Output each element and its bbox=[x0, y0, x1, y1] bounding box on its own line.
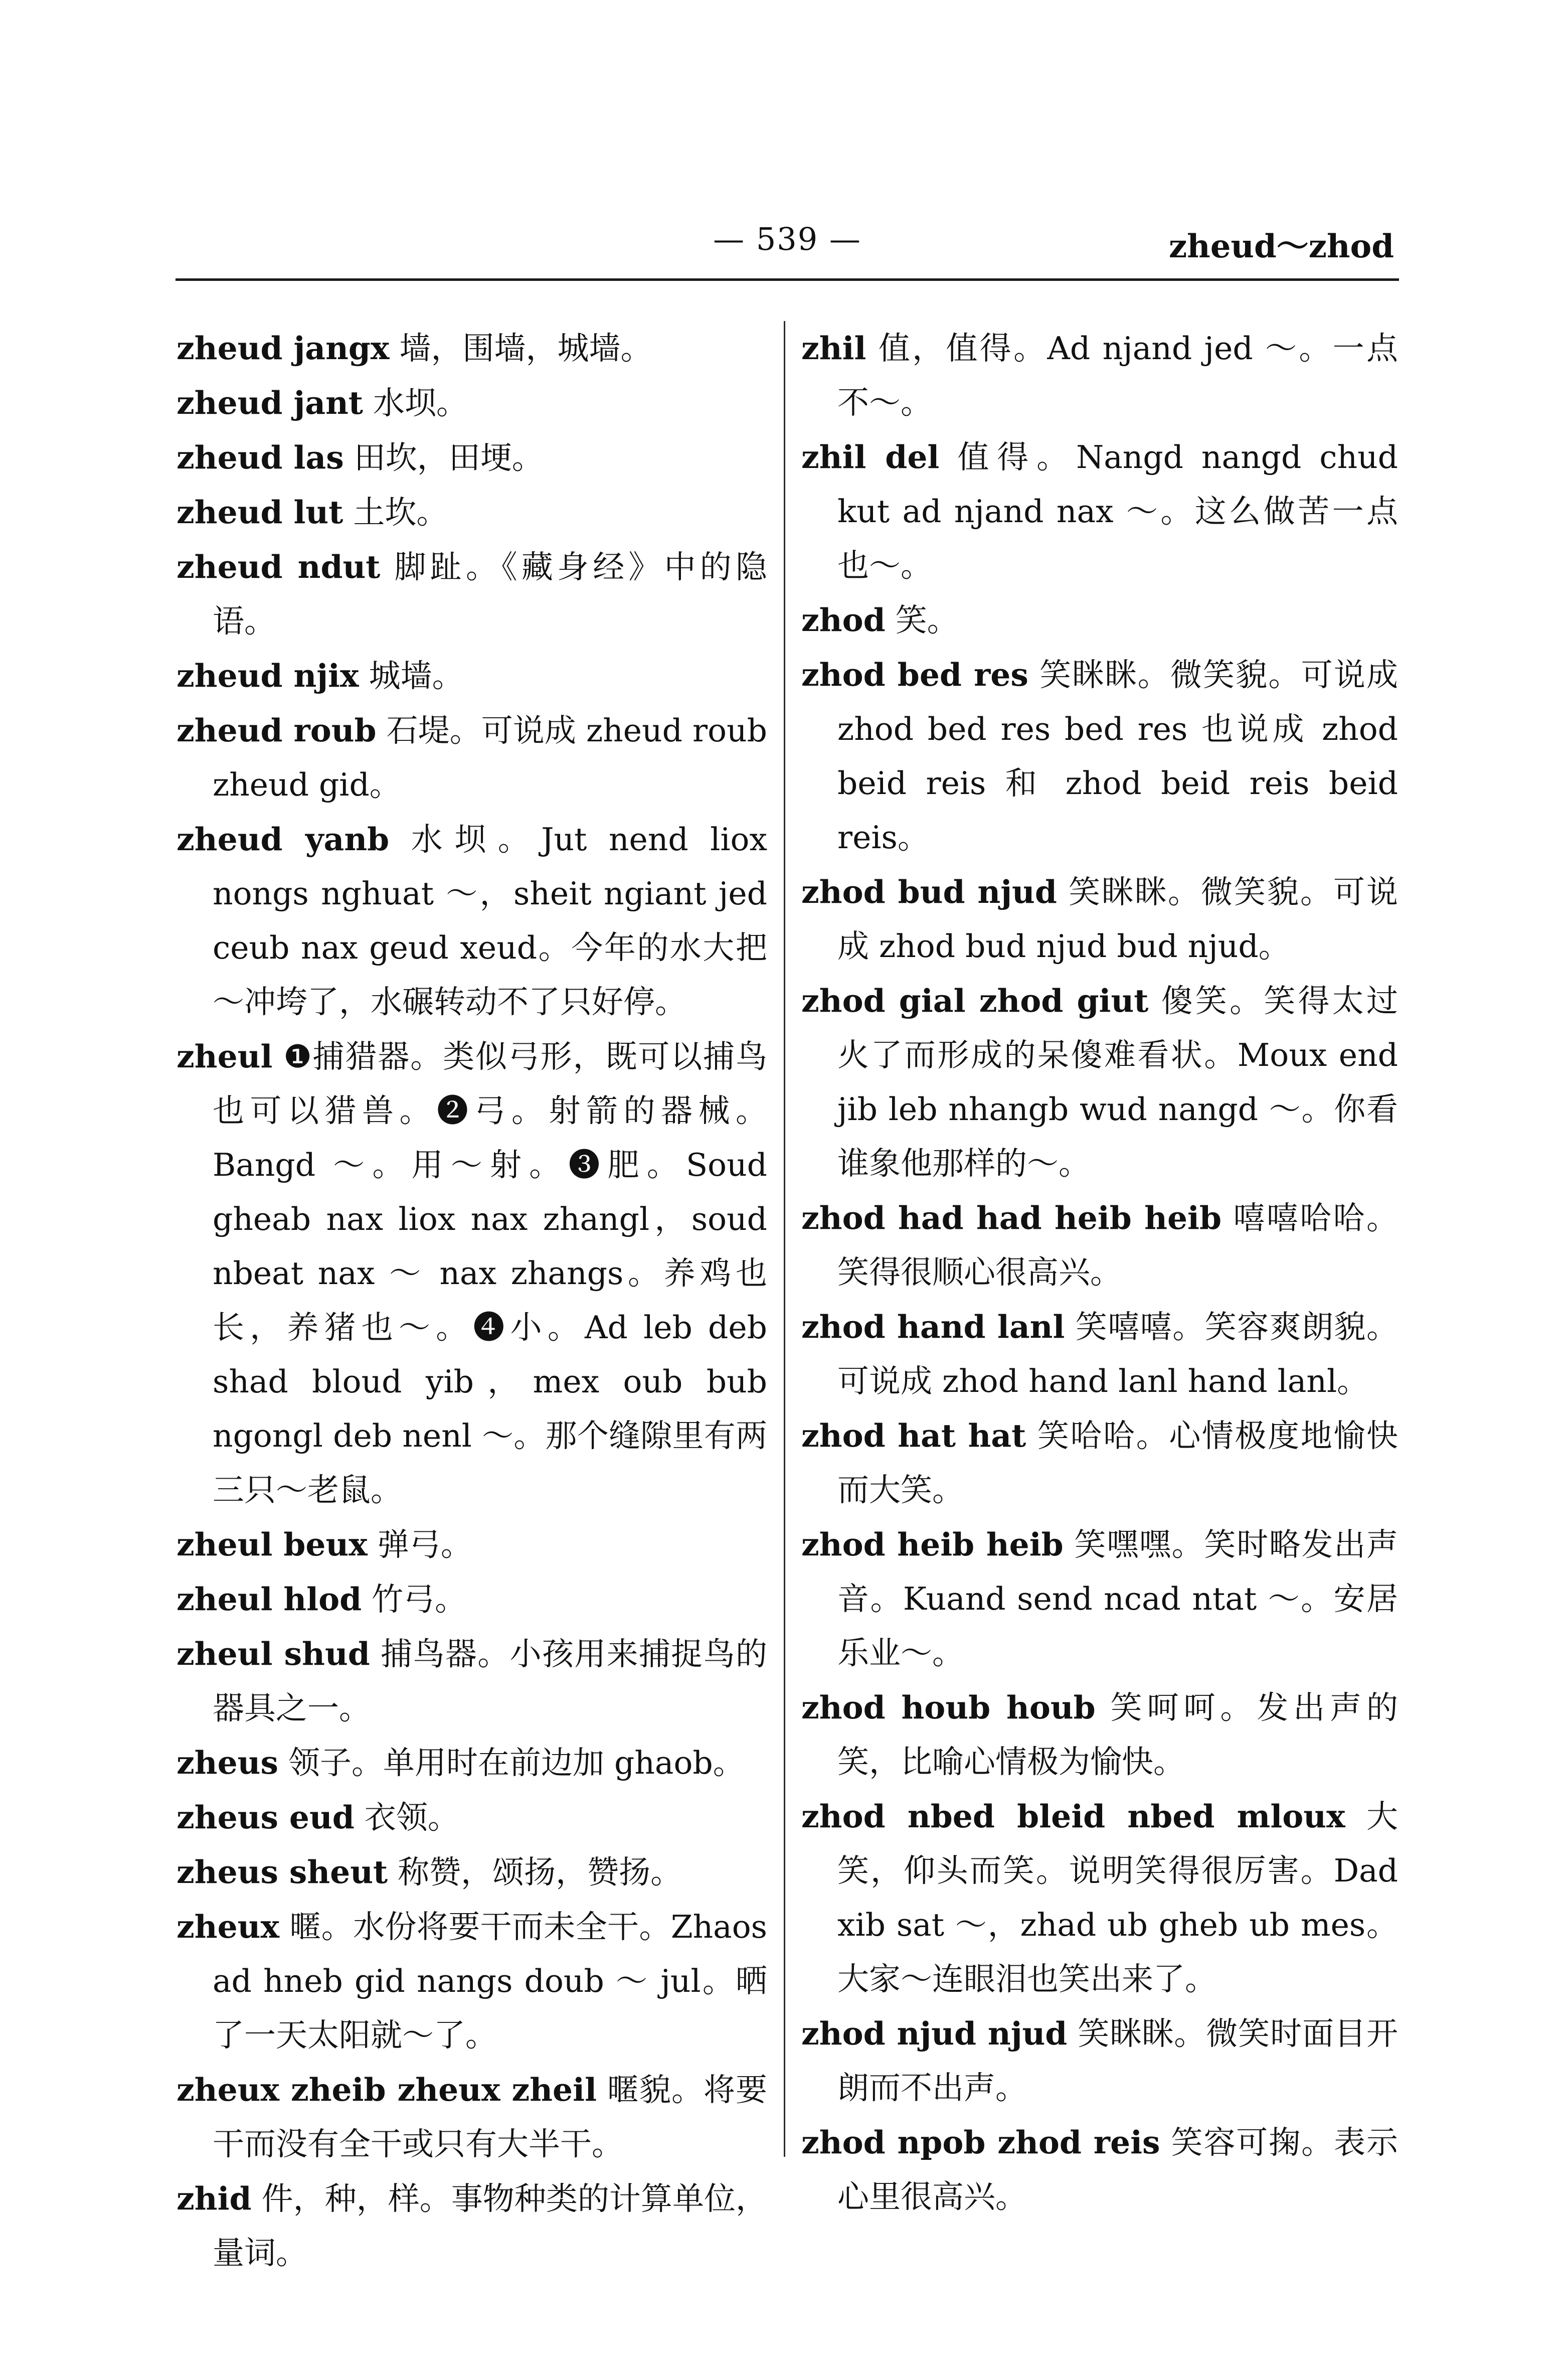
dictionary-entry bbox=[177, 1736, 767, 1790]
guide-words: zheud～zhod bbox=[1168, 228, 1394, 265]
dictionary-entry bbox=[801, 648, 1398, 865]
entry-definition: 暱。水份将要干而未全干。Zhaos ad hneb gid nangs doub ～ jul。晒了一天太阳就～了。 bbox=[213, 1909, 768, 2054]
entry-headword: zhod houb houb bbox=[801, 1689, 1096, 1726]
dictionary-entry bbox=[177, 321, 767, 376]
entry-definition: 捕鸟器。小孩用来捕捉鸟的器具之一。 bbox=[213, 1636, 767, 1726]
entry-headword: zhod nbed bleid nbed mloux bbox=[801, 1798, 1345, 1835]
right-column bbox=[801, 321, 1398, 2224]
dictionary-entry bbox=[177, 1900, 767, 2063]
entry-definition: 称赞，颂扬，赞扬。 bbox=[398, 1854, 682, 1891]
entry-definition: 傻笑。笑得太过火了而形成的呆傻难看状。Moux end jib leb nhangb wud nangd ～。你看谁象他那样的～。 bbox=[837, 983, 1398, 1182]
dictionary-entry bbox=[801, 865, 1398, 974]
entry-definition: 值得。Nangd nangd chud kut ad njand nax ～。这么做苦一点也～。 bbox=[837, 439, 1399, 584]
entry-headword: zhod heib heib bbox=[801, 1526, 1064, 1563]
entry-definition: 暱貌。将要干而没有全干或只有大半干。 bbox=[213, 2072, 768, 2162]
entry-definition: 嘻嘻哈哈。笑得很顺心很高兴。 bbox=[837, 1200, 1399, 1291]
entry-headword: zhod hat hat bbox=[801, 1417, 1026, 1454]
dictionary-entry bbox=[177, 1572, 767, 1627]
entry-headword: zheud lut bbox=[177, 494, 343, 531]
entry-definition: 衣领。 bbox=[364, 1799, 459, 1836]
entry-definition: 笑嘿嘿。笑时略发出声音。Kuand send ncad ntat ～。安居乐业～。 bbox=[837, 1526, 1399, 1671]
entry-headword: zhod bed res bbox=[801, 656, 1028, 693]
dictionary-entry bbox=[801, 1300, 1398, 1408]
dictionary-entry bbox=[801, 1191, 1398, 1300]
entry-definition: ❶捕猎器。类似弓形，既可以捕鸟也可以猎兽。❷弓。射箭的器械。Bangd ～。用～射。❸肥。Soud gheab nax liox nax zhangl，soud nbeat nax ～ nax zhangs。养鸡也长，养猪也～。❹小。Ad leb deb shad bloud yib，mex oub bub ngongl deb nenl ～。那个缝隙里有两三只～老鼠。 bbox=[213, 1038, 767, 1508]
dictionary-entry bbox=[177, 649, 767, 703]
dictionary-entry bbox=[177, 376, 767, 430]
dictionary-entry bbox=[177, 540, 767, 649]
entry-definition: 田坎，田埂。 bbox=[354, 439, 544, 476]
running-head bbox=[176, 211, 1399, 266]
entry-definition: 竹弓。 bbox=[372, 1581, 467, 1618]
dictionary-entry bbox=[177, 485, 767, 540]
dictionary-entry bbox=[801, 2006, 1398, 2115]
dictionary-entry bbox=[801, 321, 1398, 430]
entry-headword: zheul shud bbox=[177, 1635, 370, 1672]
entry-definition: 值，值得。Ad njand jed ～。一点不～。 bbox=[837, 330, 1398, 421]
entry-definition: 笑眯眯。微笑貌。可说成 zhod bed res bed res 也说成 zhod beid reis 和 zhod beid reis beid reis。 bbox=[837, 657, 1399, 856]
entry-definition: 件，种，样。事物种类的计算单位，量词。 bbox=[213, 2180, 768, 2271]
entry-headword: zhod gial zhod giut bbox=[801, 982, 1149, 1019]
entry-definition: 笑。 bbox=[895, 602, 959, 639]
entry-headword: zhod npob zhod reis bbox=[801, 2124, 1160, 2161]
entry-definition: 笑嘻嘻。笑容爽朗貌。可说成 zhod hand lanl hand lanl。 bbox=[837, 1309, 1398, 1399]
entry-headword: zhod hand lanl bbox=[801, 1308, 1065, 1345]
entry-headword: zheud jant bbox=[177, 384, 363, 421]
entry-headword: zhil del bbox=[801, 438, 940, 476]
entry-headword: zheud njix bbox=[177, 657, 359, 694]
dictionary-entry bbox=[801, 593, 1398, 648]
entry-definition: 墙，围墙，城墙。 bbox=[399, 330, 652, 367]
dictionary-entry bbox=[177, 1790, 767, 1845]
dictionary-entry bbox=[177, 812, 767, 1029]
entry-definition: 脚趾。《藏身经》中的隐语。 bbox=[213, 549, 767, 640]
entry-headword: zhil bbox=[801, 330, 866, 367]
entry-definition: 笑眯眯。微笑时面目开朗而不出声。 bbox=[837, 2015, 1399, 2106]
dictionary-entry bbox=[177, 2063, 767, 2171]
dictionary-entry bbox=[801, 1517, 1398, 1680]
dictionary-entry bbox=[177, 1029, 767, 1517]
entry-headword: zheud yanb bbox=[177, 821, 390, 858]
entry-headword: zheux bbox=[177, 1908, 280, 1945]
entry-headword: zheux zheib zheux zheil bbox=[177, 2071, 597, 2108]
entry-headword: zheud las bbox=[177, 439, 344, 476]
left-column bbox=[177, 321, 767, 2280]
entry-definition: 领子。单用时在前边加 ghaob。 bbox=[288, 1745, 745, 1781]
dictionary-entry bbox=[801, 2115, 1398, 2224]
dictionary-entry bbox=[177, 1627, 767, 1736]
entry-definition: 水坝。Jut nend liox nongs nghuat ～，sheit ngiant jed ceub nax geud xeud。今年的水大把～冲垮了，水碾转动不了只好停。 bbox=[213, 821, 768, 1020]
entry-definition: 笑眯眯。微笑貌。可说成 zhod bud njud bud njud。 bbox=[837, 874, 1398, 965]
entry-headword: zhod njud njud bbox=[801, 2015, 1068, 2052]
dictionary-entry bbox=[801, 1408, 1398, 1517]
entry-definition: 笑呵呵。发出声的笑，比喻心情极为愉快。 bbox=[837, 1689, 1398, 1780]
header-rule bbox=[176, 278, 1399, 281]
entry-headword: zheul bbox=[177, 1038, 273, 1075]
entry-headword: zheul beux bbox=[177, 1526, 368, 1563]
entry-headword: zheus eud bbox=[177, 1799, 355, 1836]
dictionary-entry bbox=[801, 974, 1398, 1191]
entry-headword: zheus sheut bbox=[177, 1853, 388, 1891]
entry-definition: 土坎。 bbox=[353, 494, 448, 531]
entry-headword: zheud jangx bbox=[177, 330, 390, 367]
entry-headword: zheul hlod bbox=[177, 1581, 362, 1618]
dictionary-entry bbox=[801, 430, 1398, 593]
entry-headword: zhod had had heib heib bbox=[801, 1199, 1222, 1236]
dictionary-entry bbox=[177, 1845, 767, 1900]
dictionary-entry bbox=[177, 430, 767, 485]
dictionary-entry bbox=[801, 1680, 1398, 1789]
dictionary-entry bbox=[177, 2171, 767, 2280]
entry-definition: 笑容可掬。表示心里很高兴。 bbox=[837, 2124, 1398, 2215]
entry-headword: zhid bbox=[177, 2180, 252, 2217]
entry-definition: 大笑，仰头而笑。说明笑得很厉害。Dad xib sat ～，zhad ub gheb ub mes。大家～连眼泪也笑出来了。 bbox=[837, 1798, 1398, 1997]
dictionary-entry bbox=[177, 1517, 767, 1572]
entry-headword: zhod bud njud bbox=[801, 873, 1057, 910]
entry-definition: 笑哈哈。心情极度地愉快而大笑。 bbox=[837, 1417, 1399, 1508]
entry-headword: zheud ndut bbox=[177, 548, 381, 585]
entry-definition: 弹弓。 bbox=[377, 1526, 472, 1563]
entry-headword: zhod bbox=[801, 601, 886, 639]
dictionary-entry bbox=[801, 1789, 1398, 2006]
entry-definition: 石堤。可说成 zheud roub zheud gid。 bbox=[213, 712, 767, 803]
page-number: — 539 — bbox=[713, 221, 861, 257]
entry-definition: 城墙。 bbox=[369, 658, 464, 694]
entry-definition: 水坝。 bbox=[373, 385, 468, 421]
entry-headword: zheud roub bbox=[177, 712, 377, 749]
dictionary-entry bbox=[177, 703, 767, 812]
column-divider bbox=[784, 321, 785, 2157]
entry-headword: zheus bbox=[177, 1744, 278, 1781]
